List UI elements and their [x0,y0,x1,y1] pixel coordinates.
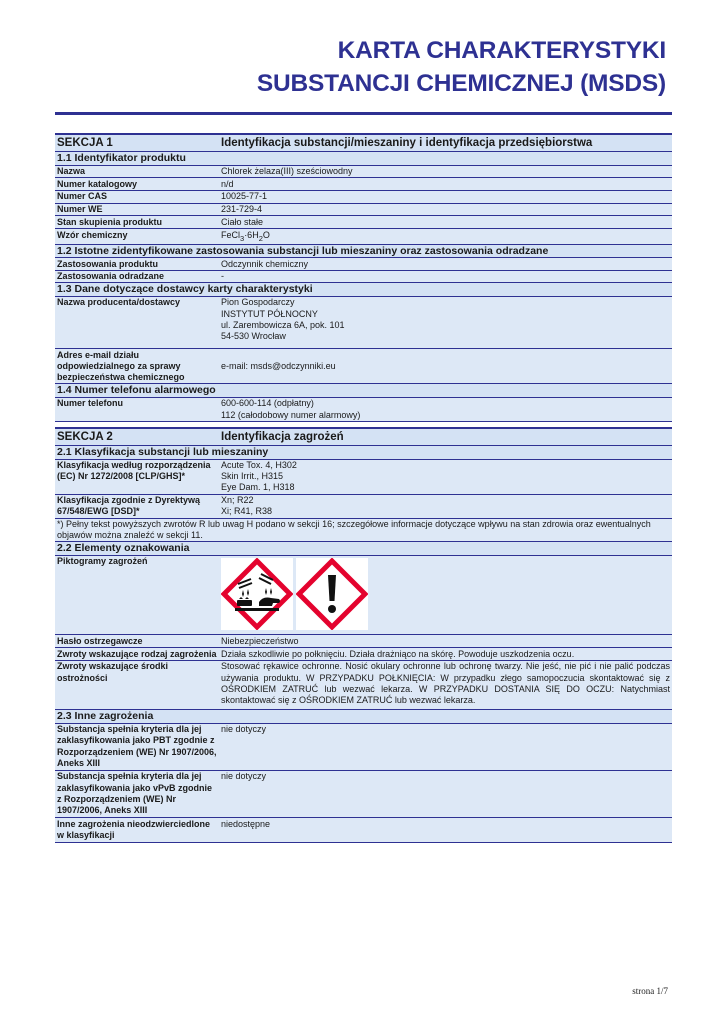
table-row: Zwroty wskazujące rodzaj zagrożenia Działa szkodliwie po połknięciu. Działa drażniąco na skórę. Powoduje uszkodzenia oczu. [55,648,672,661]
subsection-1-4: 1.4 Numer telefonu alarmowego [55,384,672,398]
section-1-table [55,133,672,422]
section-1-title: Identyfikacja substancji/mieszaniny i identyfikacja przedsiębiorstwa [219,134,672,152]
table-row: Klasyfikacja według rozporządzenia (EC) Nr 1272/2008 [CLP/GHS]* Acute Tox. 4, H302 Skin Irrit., H315 Eye Dam. 1, H318 [55,459,672,494]
subsection-1-3: 1.3 Dane dotyczące dostawcy karty charakterystyki [55,283,672,297]
subsection-1-2: 1.2 Istotne zidentyfikowane zastosowania substancji lub mieszaniny oraz zastosowania odradzane [55,244,672,258]
section-2-label: SEKCJA 2 [55,428,219,446]
table-row: Numer katalogowy n/d [55,178,672,191]
table-row: Wzór chemiczny $FeCl_3\cdot 6H_2O$ [55,229,672,245]
table-row: Zwroty wskazujące środki ostrożności Stosować rękawice ochronne. Nosić okulary ochronne lub ochronę twarzy. Nie jeść, nie pić i nie palić podczas używania produktu. W PRZYPADKU POŁKNIĘCIA: W przypadku złego samopoczucia skontaktować się z OŚRODKIEM ZATRUĆ lub wezwać lekarza. W PRZYPADKU DOSTANIA SIĘ DO OCZU: Natychmiast skontaktować się z OŚRODKIEM ZATRUĆ lub wezwać lekarza. [55,660,672,709]
table-row: Nazwa producenta/dostawcy Pion Gospodarczy INSTYTUT PÓŁNOCNY ul. Zarembowicza 6A, pok. 101 54-530 Wrocław [55,296,672,348]
chemical-formula: $FeCl_3\cdot 6H_2O$ [219,229,672,245]
subsection-2-3: 2.3 Inne zagrożenia [55,710,672,724]
title-line-2: SUBSTANCJI CHEMICZNEJ (MSDS) [256,70,666,97]
section-1-header [55,134,672,152]
table-row: Klasyfikacja zgodnie z Dyrektywą 67/548/EWG [DSD]* Xn; R22 Xi; R41, R38 [55,494,672,518]
table-row: Stan skupienia produktu Ciało stałe [55,216,672,229]
subsection-2-2: 2.2 Elementy oznakowania [55,542,672,556]
section-2-table [55,427,672,843]
section-1-label: SEKCJA 1 [55,134,219,152]
document-title [257,34,666,100]
table-row: Inne zagrożenia nieodzwierciedlone w klasyfikacji niedostępne [55,818,672,843]
table-row: Zastosowania produktu Odczynnik chemiczny [55,258,672,271]
table-row: Adres e-mail działu odpowiedzialnego za sprawy bezpieczeństwa chemicznego e-mail: msds@odczynniki.eu [55,349,672,384]
exclamation-mark-icon [296,558,368,630]
section-2-header [55,428,672,446]
table-row: Substancja spełnia kryteria dla jej zaklasyfikowania jako vPvB zgodnie z Rozporządzeniem (WE) Nr 1907/2006, Aneks XIII nie dotyczy [55,770,672,817]
corrosion-icon [221,558,293,630]
page-number: strona 1/7 [632,986,668,996]
table-row: Numer telefonu 600-600-114 (odpłatny) 112 (całodobowy numer alarmowy) [55,397,672,421]
table-row: Piktogramy zagrożeń [55,555,672,635]
table-row: Numer CAS 10025-77-1 [55,190,672,203]
title-divider [55,112,672,115]
table-row: Numer WE 231-729-4 [55,203,672,216]
table-row [55,518,672,542]
table-row: Zastosowania odradzane - [55,270,672,283]
table-row: Substancja spełnia kryteria dla jej zaklasyfikowania jako PBT zgodnie z Rozporządzeniem (WE) Nr 1907/2006, Aneks XIII nie dotyczy [55,723,672,770]
pictograms-cell [219,555,672,635]
table-row: Nazwa Chlorek żelaza(III) sześciowodny [55,165,672,178]
table-row: Hasło ostrzegawcze Niebezpieczeństwo [55,635,672,648]
classification-note: *) Pełny tekst powyższych zwrotów R lub uwag H podano w sekcji 16; szczegółowe informacje dotyczące wpływu na stan zdrowia oraz ewentualnych objawów można znaleźć w sekcji 11. [55,518,672,542]
title-line-1: KARTA CHARAKTERYSTYKI [337,37,666,64]
subsection-1-1: 1.1 Identyfikator produktu [55,152,672,166]
subsection-2-1: 2.1 Klasyfikacja substancji lub mieszaniny [55,446,672,460]
section-2-title: Identyfikacja zagrożeń [219,428,672,446]
